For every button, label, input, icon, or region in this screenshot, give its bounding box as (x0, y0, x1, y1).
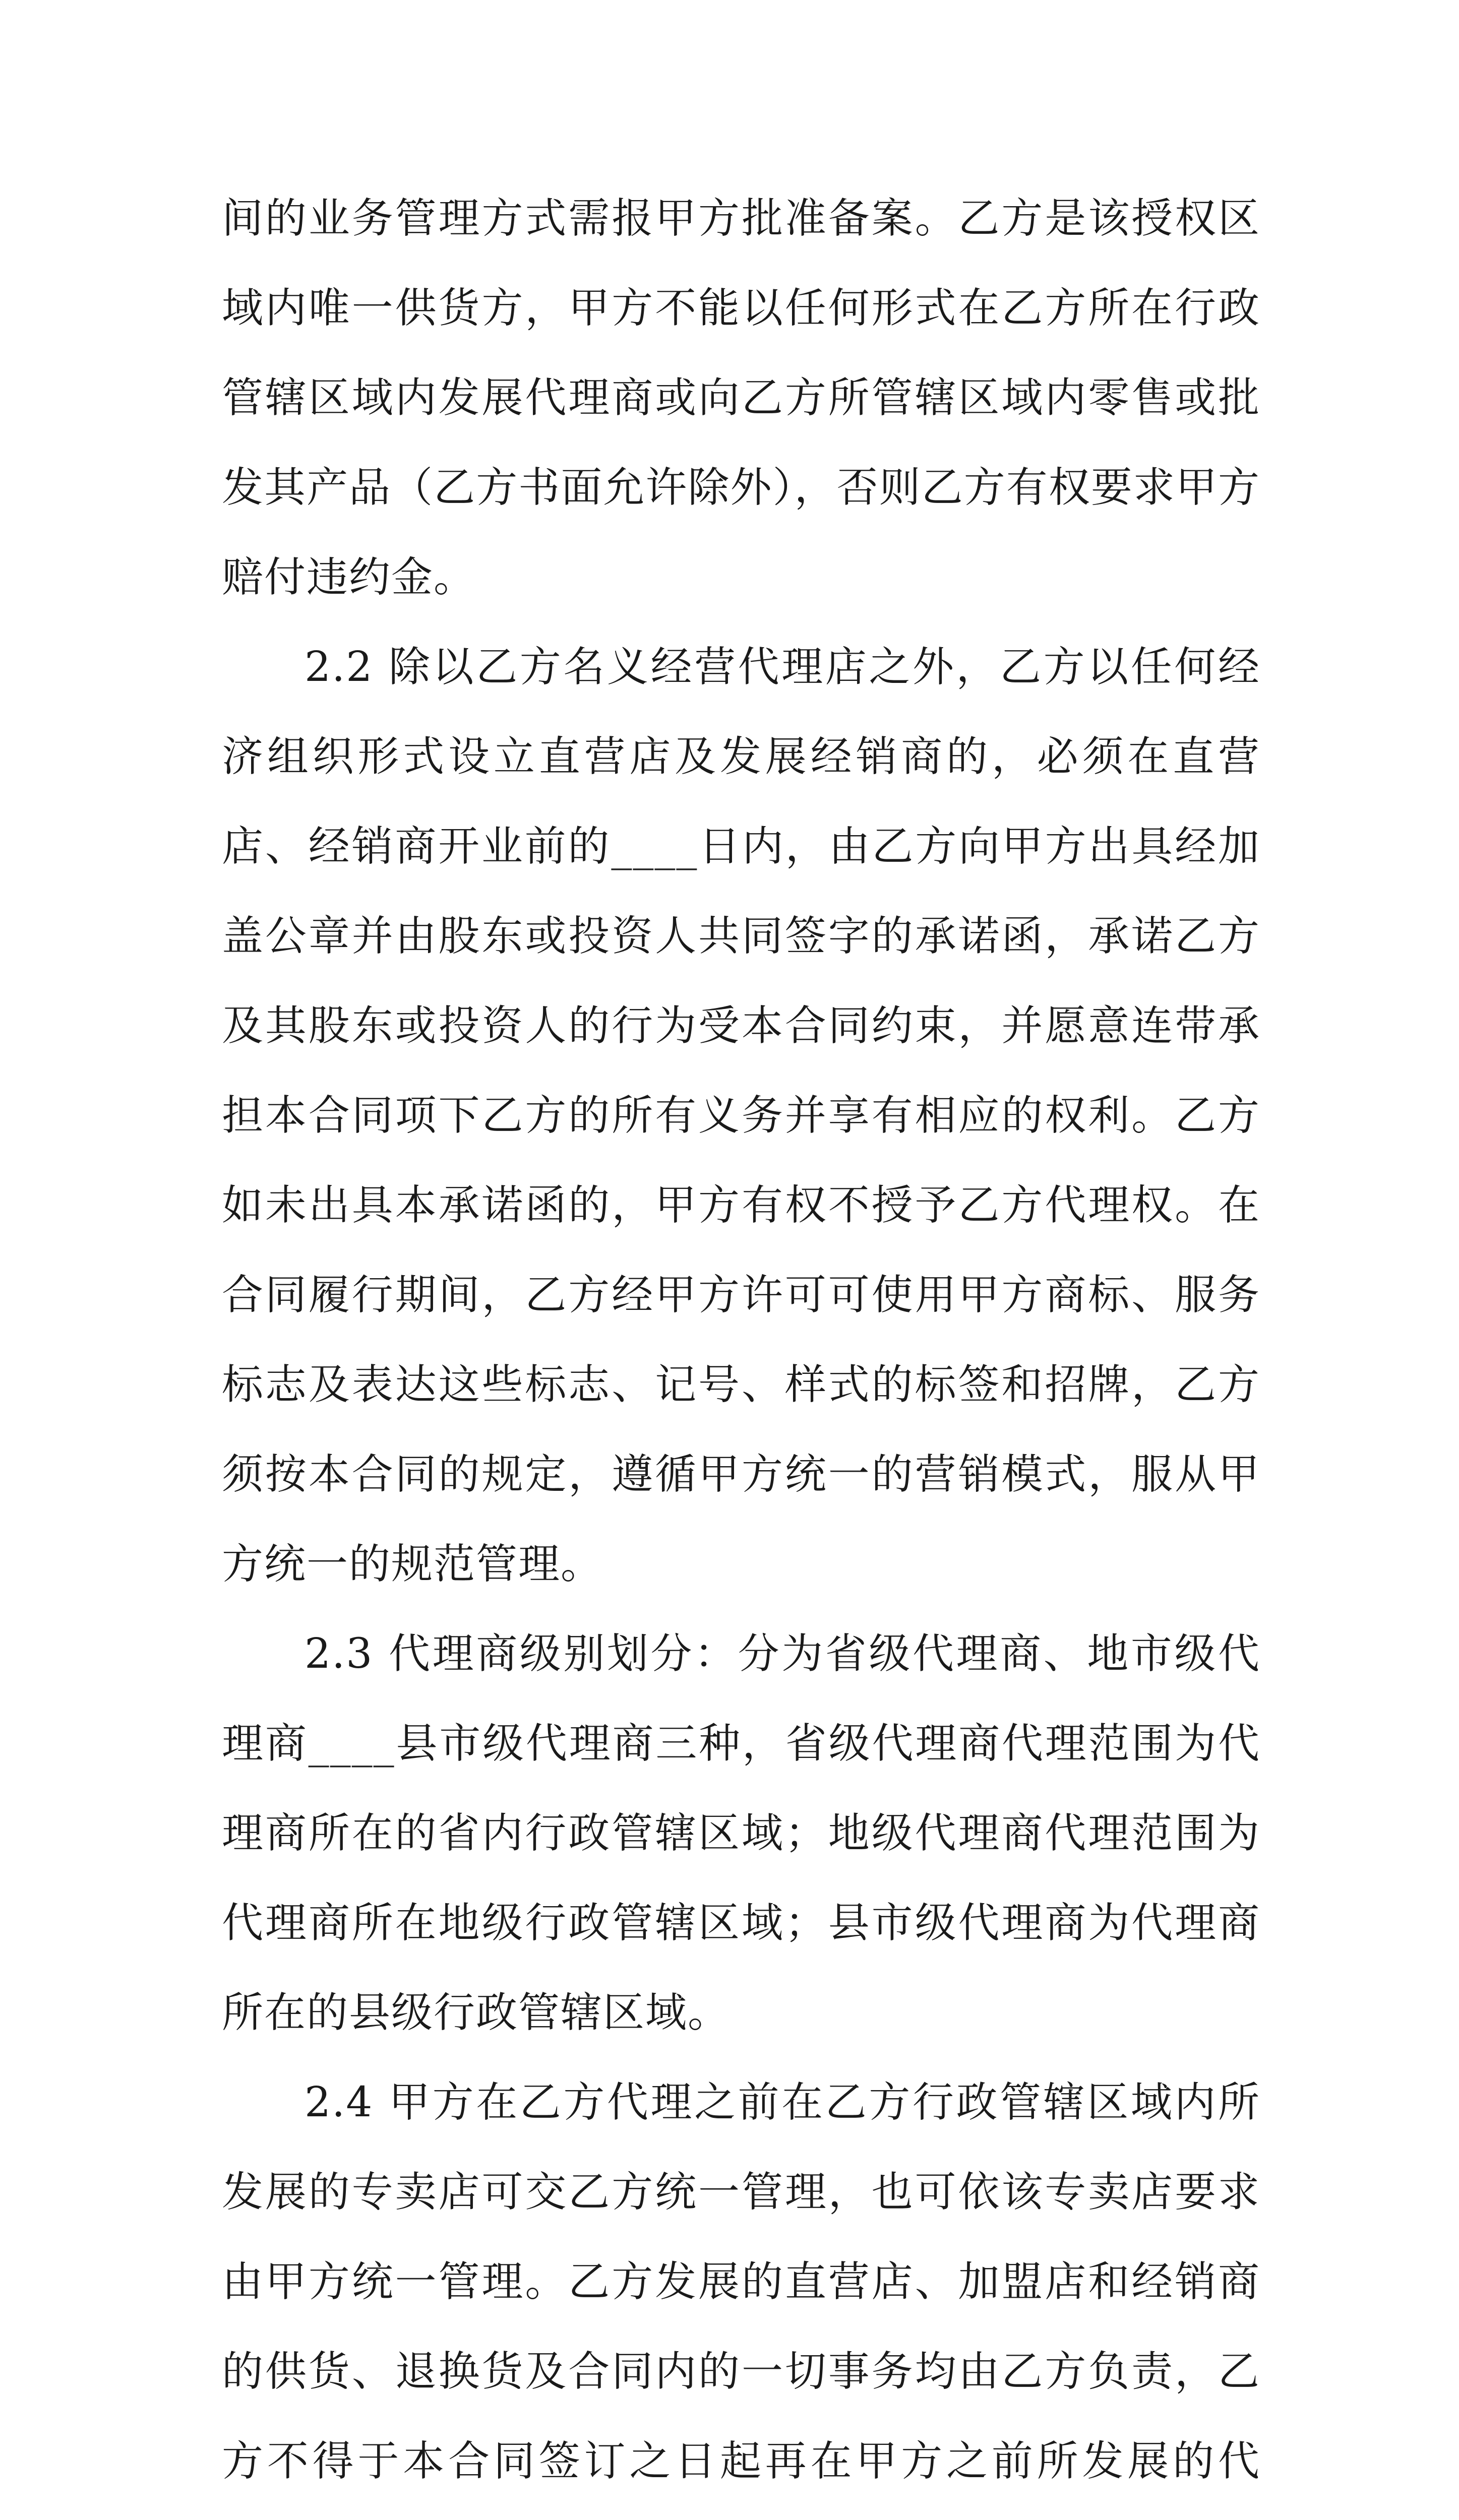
paragraph-continuation: 间的业务管理方式需报甲方批准备案。乙方是该授权区域内唯一供货方，甲方不能以任何形式在乙方所在行政管辖区域内发展代理商或向乙方所管辖区域内零售或批发其产品（乙方书面允许除外），否则乙方有权要求甲方赔付违约金。 (222, 195, 1260, 601)
paragraph-2-2: 2.2 除以乙方名义经营代理店之外，乙方以任何经济组织形式设立直营店及发展经销商的，必须在直营店、经销商开业前的____日内，由乙方向甲方出具经加盖公章并由股东或投资人共同签字的承诺函，承诺乙方及其股东或投资人的行为受本合同约束，并愿意连带承担本合同项下乙方的所有义务并享有相应的权利。乙方如未出具本承诺函的，甲方有权不授予乙方代理权。在合同履行期间，乙方经甲方许可可使用甲方商标、服务标志及表达这些标志、记号、样式的标签和招牌，乙方须按本合同的规定，遵循甲方统一的营销模式，服从甲方统一的规范管理。 (222, 643, 1260, 1588)
paragraph-2-3: 2.3 代理商级别划分：分为省级代理商、地市级代理商____县市级代理商三种，省级代理商代理范围为代理商所在的省内行政管辖区域；地级代理商代理范围为代理商所在地级行政管辖区域；县市级代理商为代理商所在的县级行政管辖区域。 (222, 1630, 1260, 2037)
document-body (222, 174, 1260, 2520)
paragraph-2-4: 2.4 甲方在乙方代理之前在乙方行政管辖区域内所发展的专卖店可交乙方统一管理，也可依该专卖店要求由甲方统一管理。乙方发展的直营店、加盟店和经销商的供货、退换货及合同内的一切事务均由乙方负责，乙方不得于本合同签订之日起再在甲方之前所发展的代 (222, 2078, 1260, 2485)
